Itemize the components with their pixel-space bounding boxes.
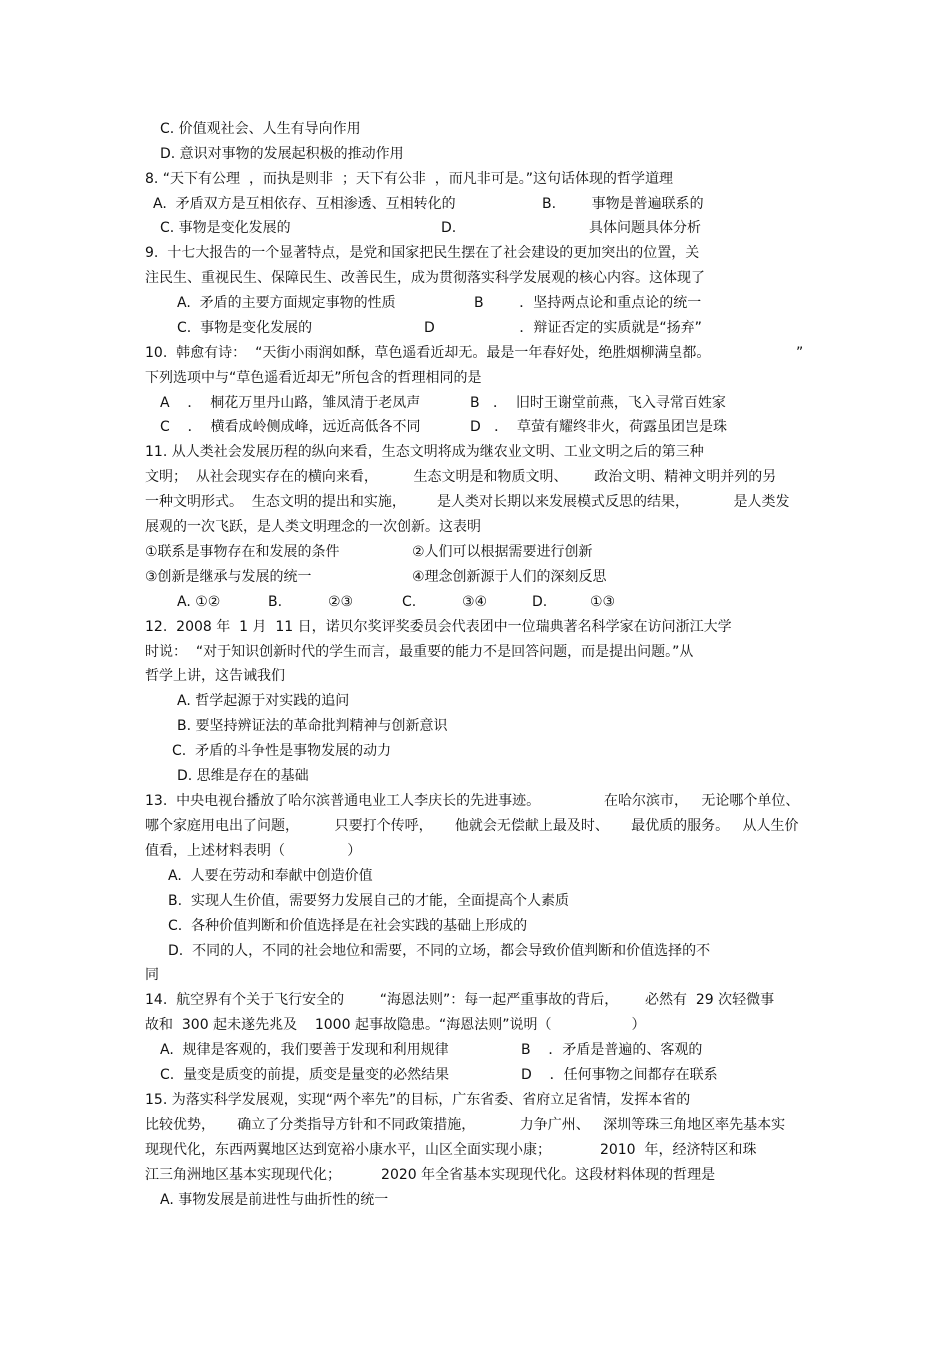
option-text: A. 矛盾的主要方面规定事物的性质 (177, 295, 396, 311)
option-text: C. 价值观社会、人生有导向作用 (160, 121, 361, 137)
question-text: 14. 航空界有个关于飞行安全的 “海恩法则”：每一起严重事故的背后， 必然有 29 次轻微事 (145, 992, 775, 1008)
option-text: A. 规律是客观的，我们要善于发现和利用规律 (160, 1042, 449, 1058)
option-text: ①③ (590, 594, 616, 610)
option-text: C. 矛盾的斗争性是事物发展的动力 (172, 743, 392, 759)
question-text: 注民生、重视民生、保障民生、改善民生，成为贯彻落实科学发展观的核心内容。这体现了 (145, 270, 705, 286)
option-text: C. 量变是质变的前提，质变是量变的必然结果 (160, 1067, 450, 1083)
statement-text: ④理念创新源于人们的深刻反思 (412, 569, 607, 585)
question-text: 下列选项中与“草色遥看近却无”所包含的哲理相同的是 (145, 370, 482, 386)
question-text: 比较优势， 确立了分类指导方针和不同政策措施， 力争广州、 深圳等珠三角地区率先基本实 (145, 1117, 786, 1133)
question-text: 哪个家庭用电出了问题， 只要打个传呼， 他就会无偿献上最及时、 最优质的服务。 从人生价 (145, 818, 799, 834)
question-text: 8. “天下有公理 ，而执是则非 ；天下有公非 ，而凡非可是。”这句话体现的哲学道理 (145, 171, 674, 187)
question-text: 9. 十七大报告的一个显著特点，是党和国家把民生摆在了社会建设的更加突出的位置，关 (145, 245, 700, 261)
option-text: D. 意识对事物的发展起积极的推动作用 (160, 146, 404, 162)
question-text: ” (796, 345, 804, 361)
option-text: C. 事物是变化发展的 (177, 320, 313, 336)
option-text: D. 不同的人，不同的社会地位和需要，不同的立场，都会导致价值判断和价值选择的不 (168, 943, 711, 959)
option-text: A. 哲学起源于对实践的追问 (177, 693, 350, 709)
question-text: 故和 300 起未遂先兆及 1000 起事故隐患。“海恩法则”说明（ ） (145, 1017, 646, 1033)
question-text: 江三角洲地区基本实现现代化； 2020 年全省基本实现现代化。这段材料体现的哲理是 (145, 1167, 716, 1183)
statement-text: ①联系是事物存在和发展的条件 (145, 544, 340, 560)
question-text: 12. 2008 年 1 月 11 日，诺贝尔奖评奖委员会代表团中一位瑞典著名科学家在访问浙江大学 (145, 619, 732, 635)
option-text: B ．矛盾是普遍的、客观的 (521, 1042, 703, 1058)
option-text: D ． 草萤有耀终非火，荷露虽团岂是珠 (470, 419, 728, 435)
option-text: B. 要坚持辨证法的革命批判精神与创新意识 (177, 718, 448, 734)
question-text: 文明； 从社会现实存在的横向来看， 生态文明是和物质文明、 政治文明、精神文明并列的另 (145, 469, 777, 485)
option-text: C. (402, 594, 417, 610)
option-text: A. 事物发展是前进性与曲折性的统一 (160, 1192, 389, 1208)
option-text: ③④ (462, 594, 488, 610)
statement-text: ②人们可以根据需要进行创新 (412, 544, 593, 560)
option-text: A. 矛盾双方是互相依存、互相渗透、互相转化的 (153, 196, 456, 212)
option-text: D ．任何事物之间都存在联系 (521, 1067, 718, 1083)
question-text: 13. 中央电视台播放了哈尔滨普通电业工人李庆长的先进事迹。 (145, 793, 541, 809)
statement-text: ③创新是继承与发展的统一 (145, 569, 312, 585)
option-text: A. 人要在劳动和奉献中创造价值 (168, 868, 373, 884)
option-text: ②③ (328, 594, 354, 610)
option-text: D. 思维是存在的基础 (177, 768, 309, 784)
option-text: A ． 桐花万里丹山路，雏凤清于老凤声 (160, 395, 421, 411)
question-text: 值看，上述材料表明（ ） (145, 843, 362, 859)
question-text: 时说： “对于知识创新时代的学生而言，最重要的能力不是回答问题，而是提出问题。”从 (145, 644, 694, 660)
question-text: 11. 从人类社会发展历程的纵向来看，生态文明将成为继农业文明、工业文明之后的第三种 (145, 444, 704, 460)
option-text: 同 (145, 967, 159, 983)
option-text: B. (268, 594, 283, 610)
option-text: D. (532, 594, 548, 610)
option-text: D. (441, 220, 457, 236)
question-text: 展观的一次飞跃，是人类文明理念的一次创新。这表明 (145, 519, 481, 535)
question-text: 10. 韩愈有诗： “天街小雨润如酥，草色遥看近却无。最是一年春好处，绝胜烟柳满皇都。 (145, 345, 711, 361)
question-text: 15. 为落实科学发展观，实现“两个率先”的目标，广东省委、省府立足省情，发挥本省的 (145, 1092, 691, 1108)
option-text: A. ①② (177, 594, 221, 610)
option-text: B. 实现人生价值，需要努力发展自己的才能，全面提高个人素质 (168, 893, 569, 909)
question-text: 在哈尔滨市， 无论哪个单位、 (604, 793, 800, 809)
question-text: 哲学上讲，这告诫我们 (145, 668, 285, 684)
option-text: C. 事物是变化发展的 (160, 220, 291, 236)
question-text: 一种文明形式。 生态文明的提出和实施， 是人类对长期以来发展模式反思的结果， 是人类发 (145, 494, 790, 510)
option-text: B ．坚持两点论和重点论的统一 (474, 295, 702, 311)
question-text: 现现代化，东西两翼地区达到宽裕小康水平，山区全面实现小康； 2010 年，经济特区和珠 (145, 1142, 757, 1158)
option-text: D ．辩证否定的实质就是“扬弃” (424, 320, 702, 336)
option-text: 具体问题具体分析 (589, 220, 701, 236)
option-text: C ． 横看成岭侧成峰，远近高低各不同 (160, 419, 421, 435)
option-text: C. 各种价值判断和价值选择是在社会实践的基础上形成的 (168, 918, 528, 934)
option-text: B. 事物是普遍联系的 (542, 196, 704, 212)
option-text: B ． 旧时王谢堂前燕，飞入寻常百姓家 (470, 395, 726, 411)
